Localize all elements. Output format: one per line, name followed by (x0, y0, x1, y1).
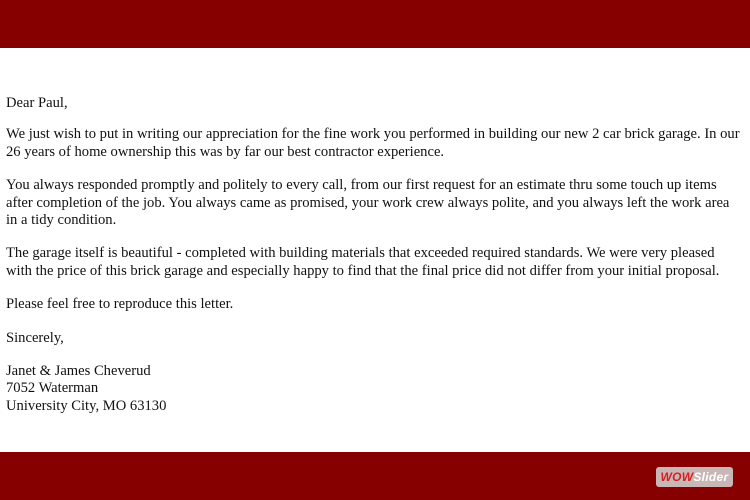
top-border (0, 0, 750, 48)
badge-wow-text: WOW (660, 470, 694, 484)
bottom-border (0, 452, 750, 500)
signature-city: University City, MO 63130 (6, 397, 167, 414)
letter-paragraph-3: The garage itself is beautiful - completed with building materials that exceeded required standards. We were very pleased with the price of this brick garage and especially happy to find that the final price did not differ from your initial proposal. (6, 245, 720, 279)
signature-street: 7052 Waterman (6, 380, 99, 397)
letter-paragraph-2: You always responded promptly and politely to every call, from our first request for an estimate thru some touch up items after completion of the job. You always came as promised, your work crew always polite, and you always left the work area in a tidy condition. (6, 177, 730, 229)
letter-signature (6, 363, 744, 415)
badge-slider-text: Slider (693, 470, 729, 484)
testimonial-letter (0, 48, 750, 452)
wowslider-badge[interactable] (656, 467, 733, 487)
letter-greeting: Dear Paul, (6, 95, 68, 111)
signature-names: Janet & James Cheverud (6, 363, 151, 380)
letter-paragraph-4: Please feel free to reproduce this letter. (6, 296, 234, 313)
letter-closing: Sincerely, (6, 329, 64, 346)
letter-paragraph-1: We just wish to put in writing our appreciation for the fine work you performed in building our new 2 car brick garage. In our 26 years of home ownership this was by far our best contractor experience. (6, 126, 740, 160)
